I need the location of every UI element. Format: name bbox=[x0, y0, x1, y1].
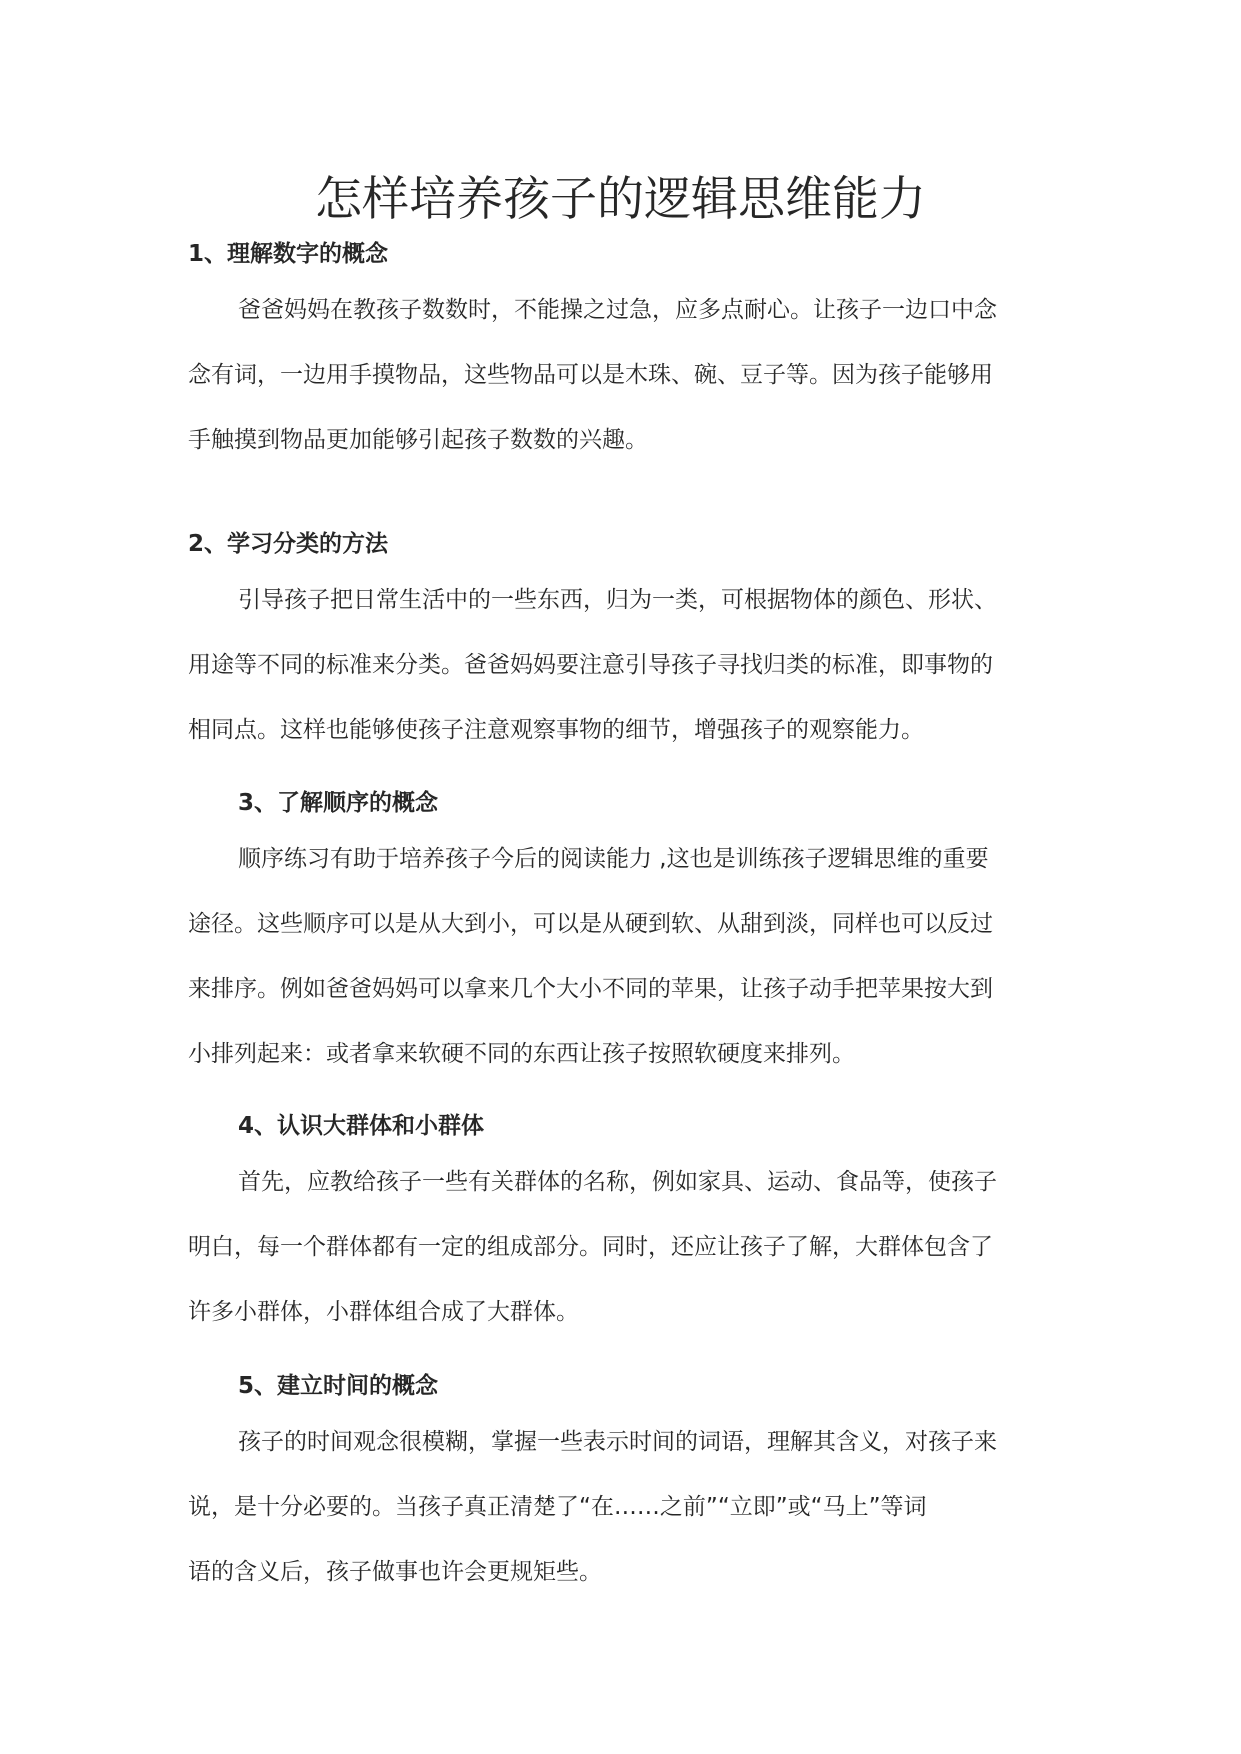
section-heading-4: 4、认识大群体和小群体 bbox=[238, 1113, 485, 1139]
document-title: 怎样培养孩子的逻辑思维能力 bbox=[315, 172, 926, 227]
paragraph-line: 语的含义后，孩子做事也许会更规矩些。 bbox=[188, 1559, 602, 1585]
paragraph-line: 明白，每一个群体都有一定的组成部分。同时，还应让孩子了解，大群体包含了 bbox=[188, 1234, 993, 1260]
section-heading-2: 2、学习分类的方法 bbox=[188, 531, 389, 557]
paragraph-line: 引导孩子把日常生活中的一些东西，归为一类，可根据物体的颜色、形状、 bbox=[238, 587, 997, 613]
paragraph-line: 途径。这些顺序可以是从大到小，可以是从硬到软、从甜到淡，同样也可以反过 bbox=[188, 911, 993, 937]
paragraph-line: 相同点。这样也能够使孩子注意观察事物的细节，增强孩子的观察能力。 bbox=[188, 717, 924, 743]
paragraph-line: 手触摸到物品更加能够引起孩子数数的兴趣。 bbox=[188, 427, 648, 453]
section-paragraph-5 bbox=[188, 1410, 1054, 1605]
paragraph-line: 孩子的时间观念很模糊，掌握一些表示时间的词语，理解其含义，对孩子来 bbox=[238, 1429, 997, 1455]
section-heading-3: 3、了解顺序的概念 bbox=[238, 790, 439, 816]
paragraph-line: 首先，应教给孩子一些有关群体的名称，例如家具、运动、食品等，使孩子 bbox=[238, 1169, 997, 1195]
paragraph-line: 小排列起来：或者拿来软硬不同的东西让孩子按照软硬度来排列。 bbox=[188, 1041, 855, 1067]
paragraph-line: 说，是十分必要的。当孩子真正清楚了“在……之前”“立即”或“马上”等词 bbox=[188, 1494, 927, 1520]
section-paragraph-4 bbox=[188, 1150, 1054, 1345]
paragraph-line: 念有词，一边用手摸物品，这些物品可以是木珠、碗、豆子等。因为孩子能够用 bbox=[188, 362, 993, 388]
paragraph-line: 用途等不同的标准来分类。爸爸妈妈要注意引导孩子寻找归类的标准，即事物的 bbox=[188, 652, 993, 678]
paragraph-line: 顺序练习有助于培养孩子今后的阅读能力 ,这也是训练孩子逻辑思维的重要 bbox=[238, 846, 989, 872]
section-paragraph-3 bbox=[188, 827, 1054, 1087]
paragraph-line: 来排序。例如爸爸妈妈可以拿来几个大小不同的苹果，让孩子动手把苹果按大到 bbox=[188, 976, 993, 1002]
paragraph-line: 爸爸妈妈在教孩子数数时，不能操之过急，应多点耐心。让孩子一边口中念 bbox=[238, 297, 997, 323]
paragraph-line: 许多小群体，小群体组合成了大群体。 bbox=[188, 1299, 579, 1325]
section-heading-1: 1、理解数字的概念 bbox=[188, 241, 389, 267]
section-paragraph-1 bbox=[188, 278, 1054, 473]
section-heading-5: 5、建立时间的概念 bbox=[238, 1373, 439, 1399]
section-paragraph-2 bbox=[188, 568, 1054, 763]
